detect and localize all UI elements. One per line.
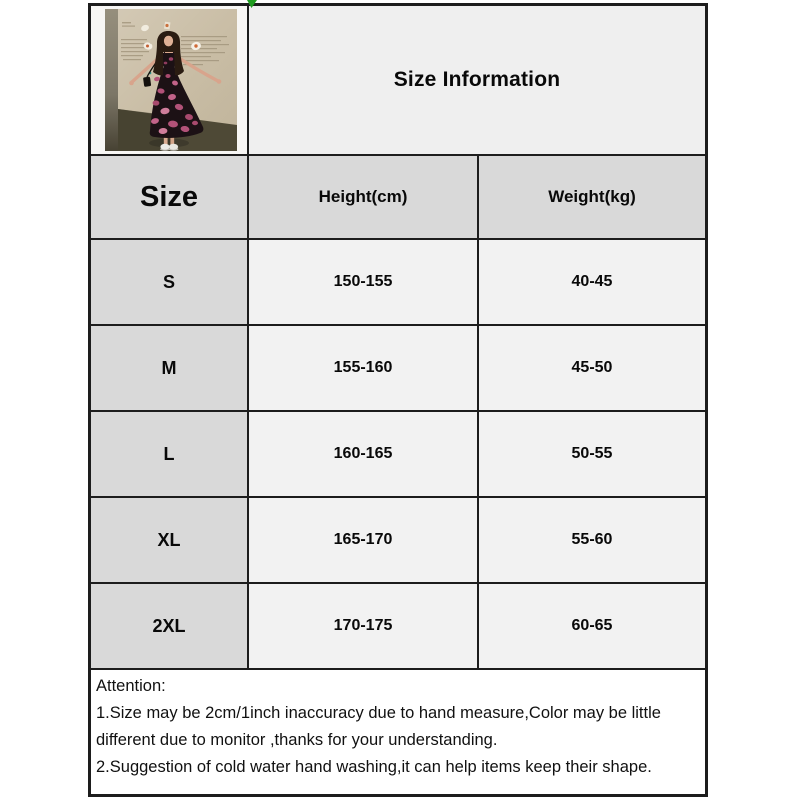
photo-pillar [105, 9, 118, 151]
page-title: Size Information [393, 68, 561, 91]
column-header-size: Size [91, 156, 247, 238]
height-value-l: 160-165 [249, 412, 477, 496]
attention-note-1: 1.Size may be 2cm/1inch inaccuracy due to hand measure,Color may be little different due to monitor ,thanks for your understanding. [96, 704, 661, 749]
attention-note-2: 2.Suggestion of cold water hand washing,it can help items keep their shape. [96, 758, 652, 776]
weight-value-2xl: 60-65 [479, 584, 705, 668]
product-photo [105, 9, 237, 151]
weight-value-l: 50-55 [479, 412, 705, 496]
size-label-xl: XL [91, 498, 247, 582]
size-label-l: L [91, 412, 247, 496]
height-value-m: 155-160 [249, 326, 477, 410]
weight-value-xl: 55-60 [479, 498, 705, 582]
column-header-weight: Weight(kg) [479, 156, 705, 238]
attention-note [91, 670, 705, 794]
attention-heading: Attention: [96, 677, 166, 695]
column-header-height: Height(cm) [249, 156, 477, 238]
height-value-s: 150-155 [249, 240, 477, 324]
title-cell [249, 6, 705, 154]
height-value-2xl: 170-175 [249, 584, 477, 668]
weight-value-s: 40-45 [479, 240, 705, 324]
weight-value-m: 45-50 [479, 326, 705, 410]
size-information-table [88, 3, 708, 797]
size-label-m: M [91, 326, 247, 410]
product-photo-cell [91, 6, 247, 154]
size-label-2xl: 2XL [91, 584, 247, 668]
size-label-s: S [91, 240, 247, 324]
height-value-xl: 165-170 [249, 498, 477, 582]
